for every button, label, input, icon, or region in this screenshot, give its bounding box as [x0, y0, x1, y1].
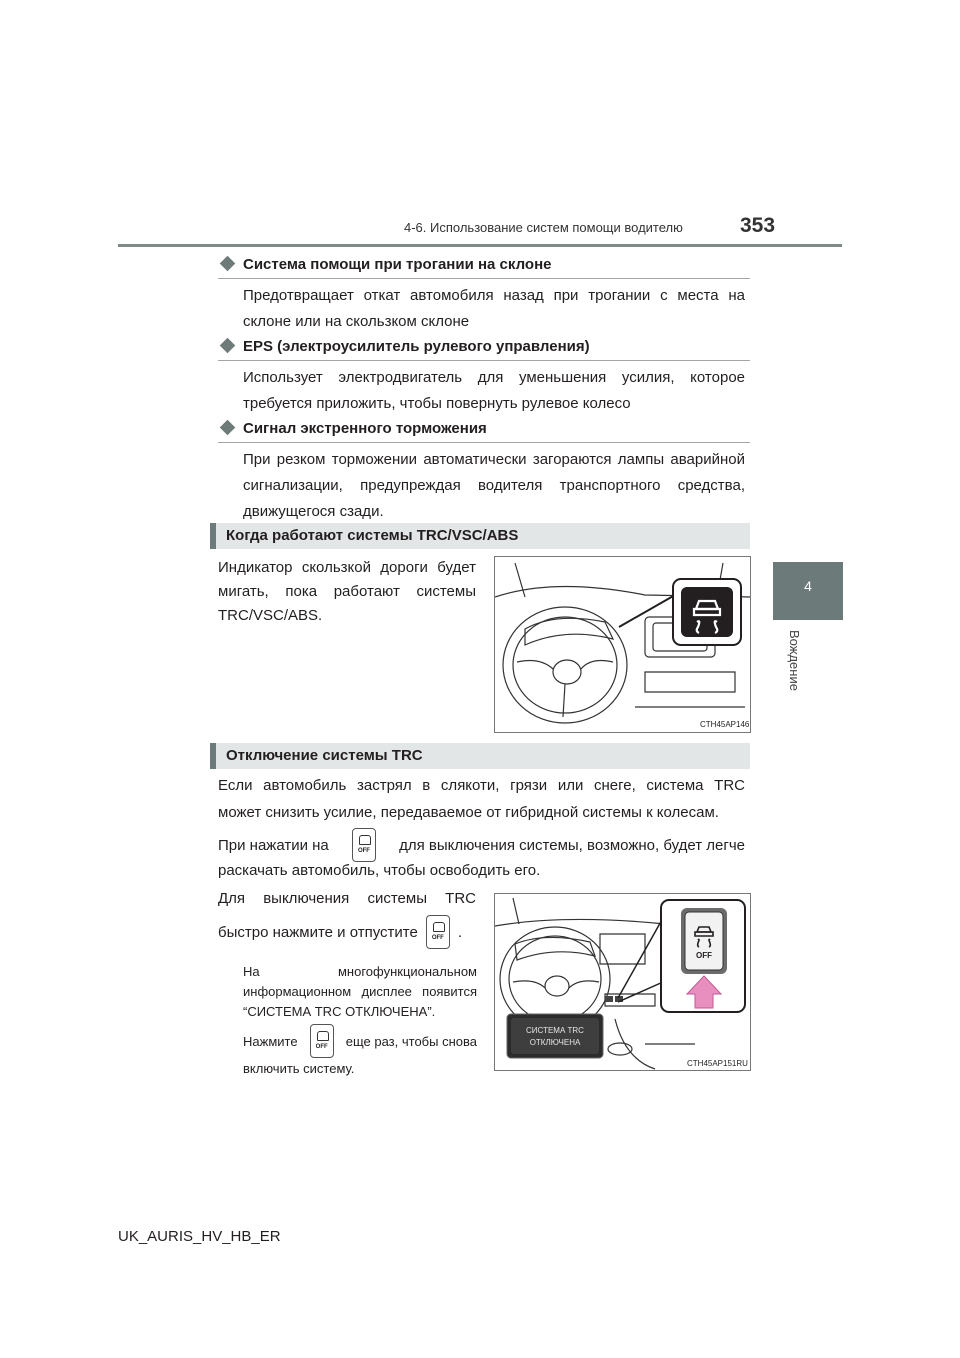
text-segment: При нажатии на: [218, 836, 329, 854]
text-line: информационном дисплее появится: [243, 984, 477, 999]
band-accent: [210, 743, 216, 769]
text-line: движущегося сзади.: [243, 503, 384, 520]
text-line: Предотвращает откат автомобиля назад при трогании с места на: [243, 287, 745, 304]
text-line: может снизить усилие, передаваемое от гибридной системы к колесам.: [218, 804, 719, 821]
paragraph-emergency-brake: [243, 447, 745, 525]
text-line: склоне или на скользком склоне: [243, 313, 470, 330]
text-line: Для выключения системы TRC: [218, 890, 476, 907]
text-line: Использует электродвигатель для уменьшения усилия, которое: [243, 369, 745, 386]
subheading-text: Система помощи при трогании на склоне: [243, 256, 552, 273]
subheading-emergency-brake: [218, 420, 750, 443]
document-code: UK_AURIS_HV_HB_ER: [118, 1228, 281, 1245]
section-band-trc-vsc-abs: [210, 523, 750, 549]
button-label: OFF: [431, 935, 444, 941]
figure-code: CTH45AP146: [700, 720, 750, 729]
figure-trc-off-button: [494, 893, 751, 1071]
trc-off-button-icon: [310, 1024, 334, 1058]
diamond-bullet-icon: [220, 420, 236, 436]
text-line: “СИСТЕМА TRC ОТКЛЮЧЕНА”.: [243, 1004, 436, 1019]
paragraph-stuck: [218, 772, 745, 826]
off-label: OFF: [696, 951, 712, 960]
paragraph-eps: [243, 365, 745, 417]
section-band-trc-off: [210, 743, 750, 769]
car-icon: [433, 922, 445, 932]
chapter-number: 4: [804, 578, 812, 594]
text-line: TRC/VSC/ABS.: [218, 607, 323, 624]
display-line-1: СИСТЕМА TRC: [526, 1026, 584, 1035]
text-segment: для выключения системы, возможно, будет легче: [399, 836, 745, 854]
subheading-text: EPS (электроусилитель рулевого управления): [243, 338, 590, 355]
text-line: требуется приложить, чтобы повернуть рулевое колесо: [243, 395, 631, 412]
band-accent: [210, 523, 216, 549]
button-label: OFF: [315, 1044, 328, 1050]
paragraph-press-button: [218, 828, 745, 862]
car-icon: [317, 1031, 329, 1041]
text-segment: еще раз, чтобы снова: [345, 1033, 477, 1049]
trc-off-button-icon: [352, 828, 376, 862]
header-rule: [118, 244, 842, 247]
page-number: 353: [740, 214, 776, 237]
text-segment: Нажмите: [243, 1033, 298, 1049]
figure-code: CTH45AP151RU: [687, 1059, 748, 1068]
text-line: Если автомобиль застрял в слякоти, грязи или снеге, система TRC: [218, 777, 745, 794]
subheading-text: Сигнал экстренного торможения: [243, 420, 487, 437]
note-press-again: [243, 1025, 477, 1057]
paragraph-slip-indicator: [218, 556, 476, 628]
section-title: Отключение системы TRC: [226, 747, 423, 764]
chapter-label: [780, 630, 806, 710]
note-display-message: [243, 962, 477, 1022]
text-line-rock: раскачать автомобиль, чтобы освободить его.: [218, 862, 541, 879]
text-line: При резком торможении автоматически загораются лампы аварийной: [243, 451, 745, 468]
diamond-bullet-icon: [220, 338, 236, 354]
subheading-eps: [218, 338, 750, 361]
dashboard-illustration: [495, 557, 750, 732]
cockpit-illustration: [495, 894, 750, 1070]
diamond-bullet-icon: [220, 256, 236, 272]
paragraph-quick-press: [218, 887, 476, 911]
text-line: сигнализации, предупреждая водителя транспортного средства,: [243, 477, 745, 494]
display-line-2: ОТКЛЮЧЕНА: [529, 1038, 581, 1047]
section-title: Когда работают системы TRC/VSC/ABS: [226, 527, 519, 544]
text-line: включить систему.: [243, 1061, 355, 1076]
text-line-quick-press: [218, 915, 462, 949]
text-segment: быстро нажмите и отпустите: [218, 923, 418, 941]
text-line: мигать, пока работают системы: [218, 583, 476, 600]
button-label: OFF: [357, 848, 370, 854]
figure-dashboard-slip-indicator: [494, 556, 751, 733]
chapter-label-text: Вождение: [787, 630, 802, 691]
text-segment: .: [457, 923, 463, 941]
trc-off-button-icon: [426, 915, 450, 949]
running-header: 4-6. Использование систем помощи водителю: [404, 220, 683, 235]
text-line: Индикатор скользкой дороги будет: [218, 559, 476, 576]
subheading-hill-start: [218, 256, 750, 279]
text-line: На многофункциональном: [243, 964, 477, 979]
paragraph-hill-start: [243, 283, 745, 335]
car-icon: [359, 835, 371, 845]
